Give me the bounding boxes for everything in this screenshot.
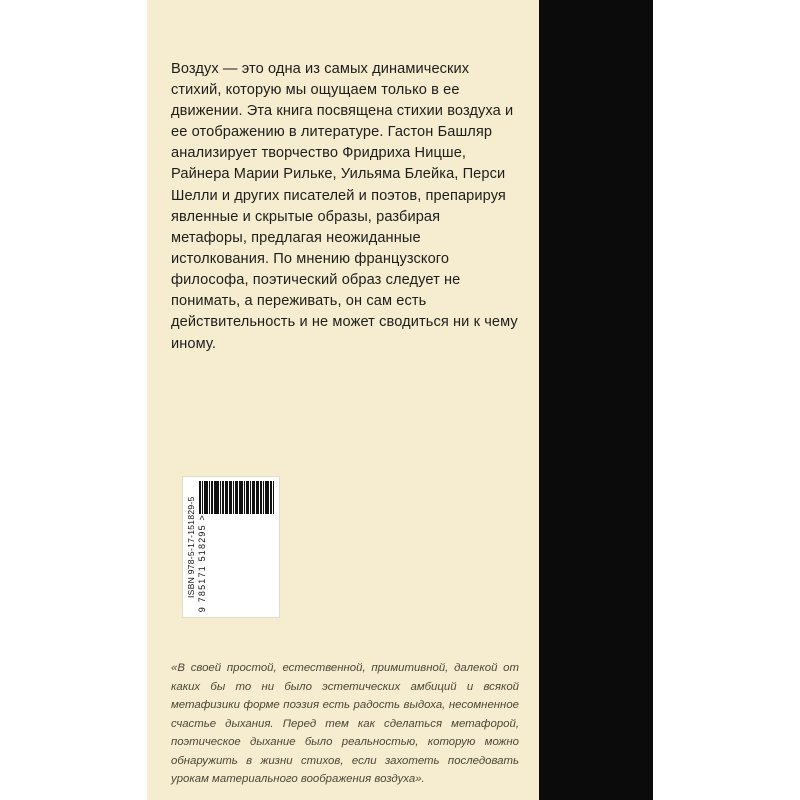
barcode-right bbox=[197, 481, 276, 614]
book-back-cover bbox=[147, 0, 539, 800]
book-spine bbox=[539, 0, 653, 800]
barcode-block bbox=[182, 476, 280, 618]
back-cover-blurb: Воздух — это одна из самых динамических стихий, которую мы ощущаем только в ее движении. Эта книга посвящена стихии воздуха и ее отображению в литературе. Гастон Башляр анализирует творчество Фридриха Ницше, Райнера Марии Рильке, Уильяма Блейка, Перси Шелли и других писателей и поэтов, препарируя явленные и скрытые образы, разбирая метафоры, предлагая неожиданные истолкования. По мнению французского философа, поэтический образ следует не понимать, а переживать, он сам есть действительность и не может сводиться ни к чему иному. bbox=[171, 60, 518, 352]
barcode-icon bbox=[197, 481, 276, 514]
isbn-label: ISBN 978-5-17-151829-5 bbox=[186, 496, 196, 599]
book-photo bbox=[147, 0, 653, 800]
barcode-digits: 9 785171 518295 > bbox=[197, 513, 207, 612]
back-cover-quote: «В своей простой, естественной, примитивной, далекой от каких бы то ни было эстетических амбиций и всякой метафизики форме поэзия есть радость выдоха, несомненное счастье дыхания. Перед тем как сделаться метафорой, поэтическое дыхание было реальностью, которую можно обнаружить в жизни стихов, если захотеть последовать урокам материального воображения воздуха». bbox=[171, 662, 519, 786]
